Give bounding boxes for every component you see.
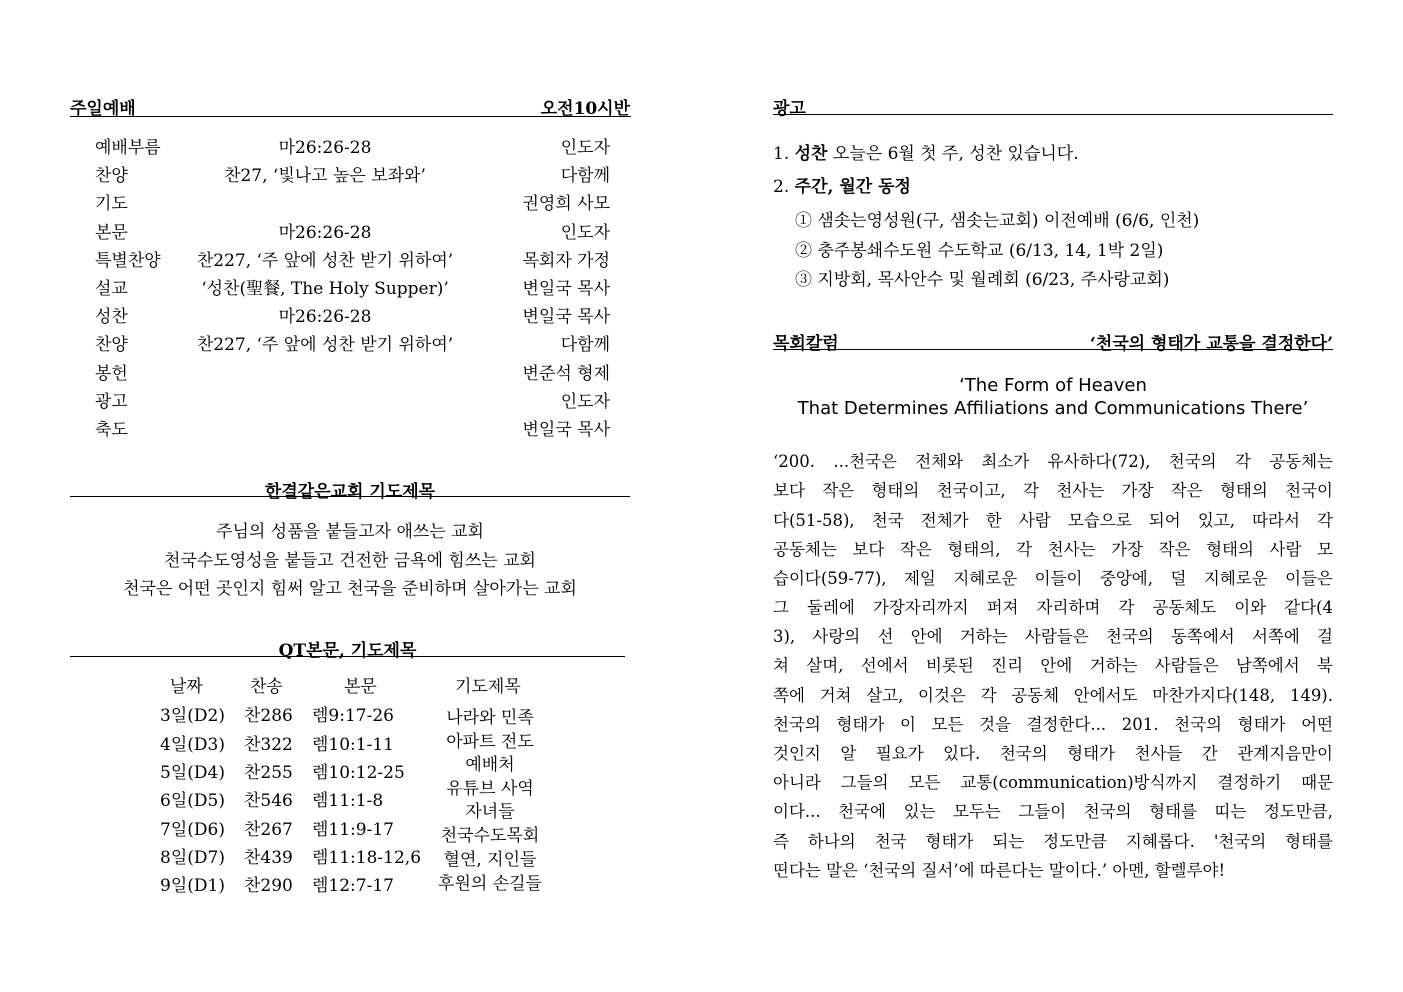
prayer-line: 주님의 성품을 붙들고자 애쓰는 교회	[216, 522, 484, 542]
qt-date: 8일(D7)	[160, 848, 225, 868]
column-body-line: 습이다(59-77), 제일 지혜로운 이들이 중앙에, 덜 지혜로운 이들은	[773, 569, 1333, 588]
column-body-line: 쳐 살며, 선에서 비롯된 진리 안에 거하는 사람들은 남쪽에서 북	[773, 656, 1333, 675]
qt-text: 렘11:9-17	[312, 820, 394, 840]
worship-leader: 변일국 목사	[522, 420, 610, 440]
worship-item: 성찬	[95, 307, 128, 327]
column-body-line: 이다... 천국에 있는 모두는 그들이 천국의 형태를 띠는 정도만큼,	[773, 802, 1333, 821]
prayer-divider	[70, 496, 630, 497]
column-label: 목회칼럼	[773, 334, 839, 354]
worship-leader: 변일국 목사	[522, 279, 610, 299]
column-english-title-line-2: That Determines Affiliations and Communications There’	[797, 398, 1309, 419]
column-divider	[773, 349, 1333, 350]
worship-row	[95, 218, 610, 244]
qt-text: 렘11:18-12,6	[312, 848, 422, 868]
worship-title: 주일예배	[70, 99, 136, 119]
qt-date: 5일(D4)	[160, 763, 225, 783]
worship-row	[95, 274, 610, 300]
worship-item: 기도	[95, 194, 128, 214]
column-body-line: 다(51-58), 천국 전체가 한 사람 모습으로 되어 있고, 따라서 각	[773, 511, 1333, 530]
worship-row	[95, 302, 610, 328]
qt-text: 렘10:12-25	[312, 763, 405, 783]
qt-prayer-item: 혈연, 지인들	[443, 850, 537, 870]
worship-text: 마26:26-28	[278, 138, 372, 158]
column-body-line: 그 둘레에 가장자리까지 퍼져 자리하며 각 공동체도 이와 같다(4	[773, 598, 1333, 617]
announcement-subitem: ① 샘솟는영성원(구, 샘솟는교회) 이전예배 (6/6, 인천)	[795, 211, 1200, 231]
announcements-divider	[773, 114, 1333, 115]
column-body-line: 것인지 알 필요가 있다. 천국의 형태가 천사들 간 관계지음만이	[773, 744, 1333, 763]
announcement-subitem: ③ 지방회, 목사안수 및 월례회 (6/23, 주사랑교회)	[795, 270, 1170, 290]
worship-leader: 인도자	[560, 223, 610, 243]
column-body-line: 띤다는 말은 ‘천국의 질서’에 따른다는 말이다.’ 아멘, 할렐루야!	[773, 861, 1226, 880]
qt-hymn: 찬286	[244, 706, 293, 726]
qt-hymn: 찬439	[244, 848, 293, 868]
qt-prayer-item: 나라와 민족	[446, 708, 534, 728]
qt-hymn: 찬255	[244, 763, 293, 783]
worship-item: 봉헌	[95, 364, 128, 384]
worship-row	[95, 189, 610, 215]
worship-item: 특별찬양	[95, 251, 161, 271]
worship-leader: 변일국 목사	[522, 307, 610, 327]
worship-row	[95, 387, 610, 413]
worship-row	[95, 161, 610, 187]
worship-text: 마26:26-28	[278, 307, 372, 327]
worship-leader: 인도자	[560, 138, 610, 158]
worship-row	[95, 246, 610, 272]
worship-time: 오전10시반	[540, 99, 630, 119]
column-body-line: 천국의 형태가 이 모든 것을 결정한다... 201. 천국의 형태가 어떤	[773, 715, 1333, 734]
announcement-heading: 성찬	[794, 144, 828, 164]
announcement-subitem: ② 충주봉쇄수도원 수도학교 (6/13, 14, 1박 2일)	[795, 241, 1164, 261]
qt-prayer-item: 유튜브 사역	[446, 779, 534, 799]
worship-divider	[70, 116, 631, 117]
worship-text: 찬27, ‘빛나고 높은 보좌와’	[224, 166, 426, 186]
announcement-number: 2.	[773, 177, 790, 197]
worship-text: ‘성찬(聖餐, The Holy Supper)’	[201, 279, 449, 299]
qt-header-hymn: 찬송	[250, 677, 283, 697]
worship-text: 찬227, ‘주 앞에 성찬 받기 위하여’	[196, 251, 454, 271]
worship-leader: 권영희 사모	[522, 194, 610, 214]
prayer-line: 천국은 어떤 곳인지 힘써 알고 천국을 준비하며 살아가는 교회	[123, 579, 577, 599]
worship-leader: 변준석 형제	[522, 364, 610, 384]
worship-item: 설교	[95, 279, 128, 299]
qt-text: 렘11:1-8	[312, 791, 384, 811]
qt-prayer-item: 예배처	[465, 755, 515, 775]
qt-text: 렘10:1-11	[312, 735, 394, 755]
worship-row	[95, 359, 610, 385]
worship-text: 찬227, ‘주 앞에 성찬 받기 위하여’	[196, 335, 454, 355]
qt-hymn: 찬546	[244, 791, 293, 811]
qt-prayer-item: 후원의 손길들	[438, 874, 542, 894]
qt-header-date: 날짜	[170, 677, 203, 697]
worship-leader: 목회자 가정	[522, 251, 610, 271]
qt-date: 3일(D2)	[160, 706, 225, 726]
column-body-line: 쪽에 거쳐 살고, 이것은 각 공동체 안에서도 마찬가지다(148, 149).	[773, 686, 1333, 705]
announcement-heading: 주간, 월간 동정	[794, 177, 911, 197]
worship-item: 찬양	[95, 166, 128, 186]
column-title: ‘천국의 형태가 교통을 결정한다’	[1089, 334, 1333, 354]
column-body-line: 즉 하나의 천국 형태가 되는 정도만큼 지혜롭다. '천국의 형태를	[773, 832, 1333, 851]
qt-prayer-item: 천국수도목회	[440, 826, 540, 846]
qt-header-text: 본문	[344, 677, 377, 697]
announcement-item-1	[773, 139, 1079, 164]
column-body-line: 보다 작은 형태의 천국이고, 각 천사는 가장 작은 형태의 천국이	[773, 481, 1333, 500]
worship-item: 예배부름	[95, 138, 161, 158]
qt-date: 7일(D6)	[160, 820, 225, 840]
qt-divider	[70, 656, 625, 657]
worship-row	[95, 415, 610, 441]
column-body-line: 3), 사랑의 선 안에 거하는 사람들은 천국의 동쪽에서 서쪽에 걸	[773, 627, 1333, 646]
worship-item: 본문	[95, 223, 128, 243]
prayer-line: 천국수도영성을 붙들고 건전한 금욕에 힘쓰는 교회	[164, 551, 536, 571]
column-body-line: 아니라 그들의 모든 교통(communication)방식까지 결정하기 때문	[773, 773, 1333, 792]
qt-date: 9일(D1)	[160, 876, 225, 896]
qt-date: 6일(D5)	[160, 791, 225, 811]
worship-row	[95, 330, 610, 356]
qt-hymn: 찬267	[244, 820, 293, 840]
qt-title: QT본문, 기도제목	[278, 641, 417, 661]
worship-row	[95, 133, 610, 159]
prayer-title: 한결같은교회 기도제목	[264, 482, 436, 502]
worship-text: 마26:26-28	[278, 223, 372, 243]
announcement-item-2	[773, 172, 911, 197]
worship-item: 축도	[95, 420, 128, 440]
worship-leader: 다함께	[560, 166, 610, 186]
column-english-title-line-1: ‘The Form of Heaven	[959, 375, 1147, 396]
qt-prayer-item: 자녀들	[465, 802, 515, 822]
qt-date: 4일(D3)	[160, 735, 225, 755]
announcements-title: 광고	[773, 99, 806, 119]
column-body-line: 공동체는 보다 작은 형태의, 각 천사는 가장 작은 형태의 사람 모	[773, 540, 1333, 559]
qt-hymn: 찬290	[244, 876, 293, 896]
qt-text: 렘9:17-26	[312, 706, 394, 726]
qt-header-prayer: 기도제목	[455, 677, 521, 697]
qt-hymn: 찬322	[244, 735, 293, 755]
announcement-number: 1.	[773, 144, 790, 164]
qt-text: 렘12:7-17	[312, 876, 394, 896]
worship-item: 찬양	[95, 335, 128, 355]
qt-prayer-item: 아파트 전도	[446, 732, 534, 752]
worship-item: 광고	[95, 392, 128, 412]
worship-leader: 인도자	[560, 392, 610, 412]
column-body-line: ‘200. ...천국은 전체와 최소가 유사하다(72), 천국의 각 공동체는	[773, 452, 1333, 471]
worship-leader: 다함께	[560, 335, 610, 355]
announcement-text: 오늘은 6월 첫 주, 성찬 있습니다.	[832, 144, 1079, 164]
